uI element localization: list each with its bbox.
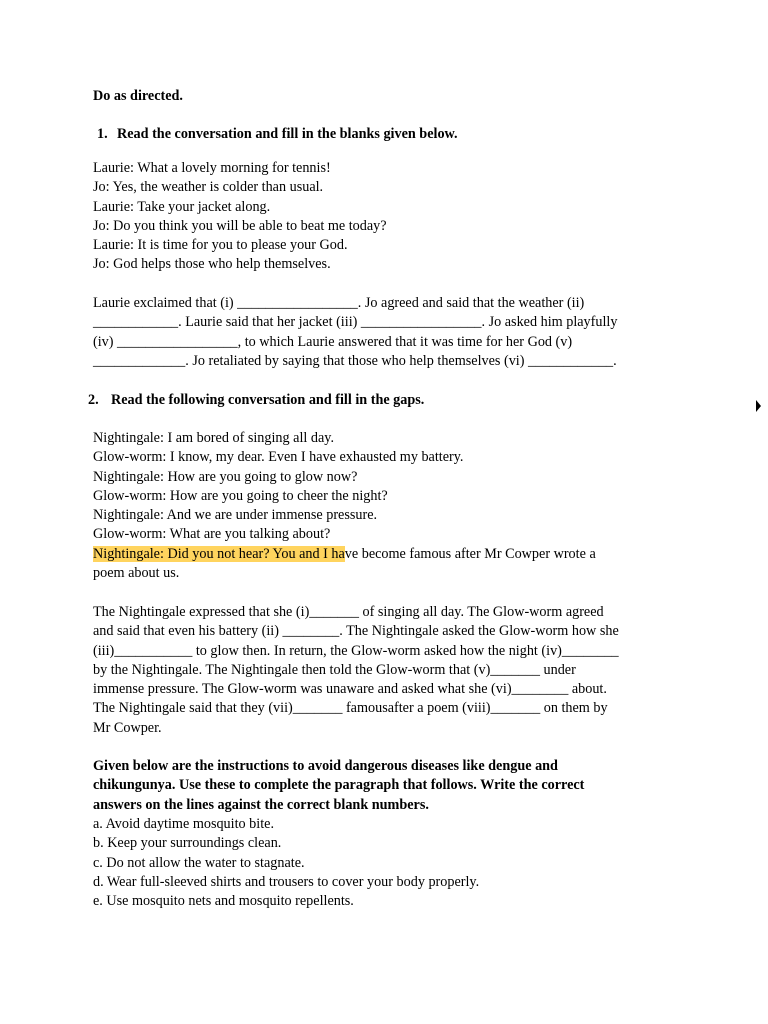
paragraph-line: and said that even his battery (ii) ________. The Nightingale asked the Glow-worm how she (93, 623, 619, 640)
dialogue-line: Jo: Yes, the weather is colder than usual. (93, 179, 324, 196)
list-item: e. Use mosquito nets and mosquito repellents. (93, 893, 354, 910)
mouse-cursor-icon (756, 400, 761, 412)
highlight-rest: ve become famous after Mr Cowper wrote a (344, 545, 596, 562)
q2-paragraph (93, 603, 673, 738)
list-item: a. Avoid daytime mosquito bite. (93, 816, 274, 832)
dialogue-line: Glow-worm: What are you talking about? (93, 526, 331, 543)
dialogue-line: Nightingale: And we are under immense pressure. (93, 507, 378, 524)
dialogue-line: Laurie: What a lovely morning for tennis! (93, 160, 331, 176)
dialogue-line: Glow-worm: I know, my dear. Even I have exhausted my battery. (93, 449, 464, 466)
q1-number: 1. (97, 126, 108, 142)
dialogue-line: poem about us. (93, 565, 180, 582)
list-item: c. Do not allow the water to stagnate. (93, 854, 305, 871)
q2-title-text: Read the following conversation and fill in the gaps. (111, 392, 425, 408)
instruction-line: answers on the lines against the correct blank numbers. (93, 796, 429, 813)
instruction-line: Given below are the instructions to avoid dangerous diseases like dengue and (93, 758, 558, 774)
dialogue-line: Laurie: Take your jacket along. (93, 198, 271, 215)
text-highlight: Nightingale: Did you not hear? You and I ha (93, 545, 345, 562)
dialogue-line: Jo: God helps those who help themselves. (93, 256, 331, 273)
paragraph-line: by the Nightingale. The Nightingale then told the Glow-worm that (v)_______ under (93, 661, 576, 678)
dialogue-line: Glow-worm: How are you going to cheer the night? (93, 487, 388, 504)
paragraph-line: ____________. Laurie said that her jacket (iii) _________________. Jo asked him playfully (93, 314, 618, 331)
q1-title (97, 125, 677, 144)
paragraph-line: Mr Cowper. (93, 719, 162, 736)
q1-paragraph (93, 294, 673, 371)
dialogue-line: Nightingale: I am bored of singing all day. (93, 430, 334, 446)
paragraph-line: Laurie exclaimed that (i) _________________. Jo agreed and said that the weather (ii) (93, 295, 585, 311)
q1-title-text: Read the conversation and fill in the blanks given below. (117, 126, 458, 142)
q2-title (88, 391, 668, 410)
q1-dialogue (93, 159, 673, 275)
paragraph-line: The Nightingale expressed that she (i)_______ of singing all day. The Glow-worm agreed (93, 604, 604, 620)
dialogue-line: Jo: Do you think you will be able to beat me today? (93, 217, 387, 234)
q3-instructions (93, 757, 673, 815)
q2-number: 2. (88, 392, 99, 408)
paragraph-line: (iii)___________ to glow then. In return, the Glow-worm asked how the night (iv)________ (93, 642, 619, 659)
paragraph-line: The Nightingale said that they (vii)_______ famousafter a poem (viii)_______ on them by (93, 700, 608, 717)
dialogue-line: Nightingale: How are you going to glow now? (93, 468, 358, 485)
dialogue-line-highlighted (93, 545, 673, 564)
paragraph-line: (iv) _________________, to which Laurie answered that it was time for her God (v) (93, 333, 573, 350)
paragraph-line: immense pressure. The Glow-worm was unaware and asked what she (vi)________ about. (93, 681, 607, 698)
list-item: b. Keep your surroundings clean. (93, 835, 282, 852)
instruction-line: chikungunya. Use these to complete the paragraph that follows. Write the correct (93, 777, 585, 794)
paragraph-line: _____________. Jo retaliated by saying that those who help themselves (vi) ____________. (93, 352, 617, 369)
heading: Do as directed. (93, 88, 183, 104)
list-item: d. Wear full-sleeved shirts and trousers to cover your body properly. (93, 873, 480, 890)
dialogue-line: Laurie: It is time for you to please your God. (93, 237, 348, 254)
q3-list (93, 815, 673, 911)
q2-dialogue (93, 429, 673, 583)
